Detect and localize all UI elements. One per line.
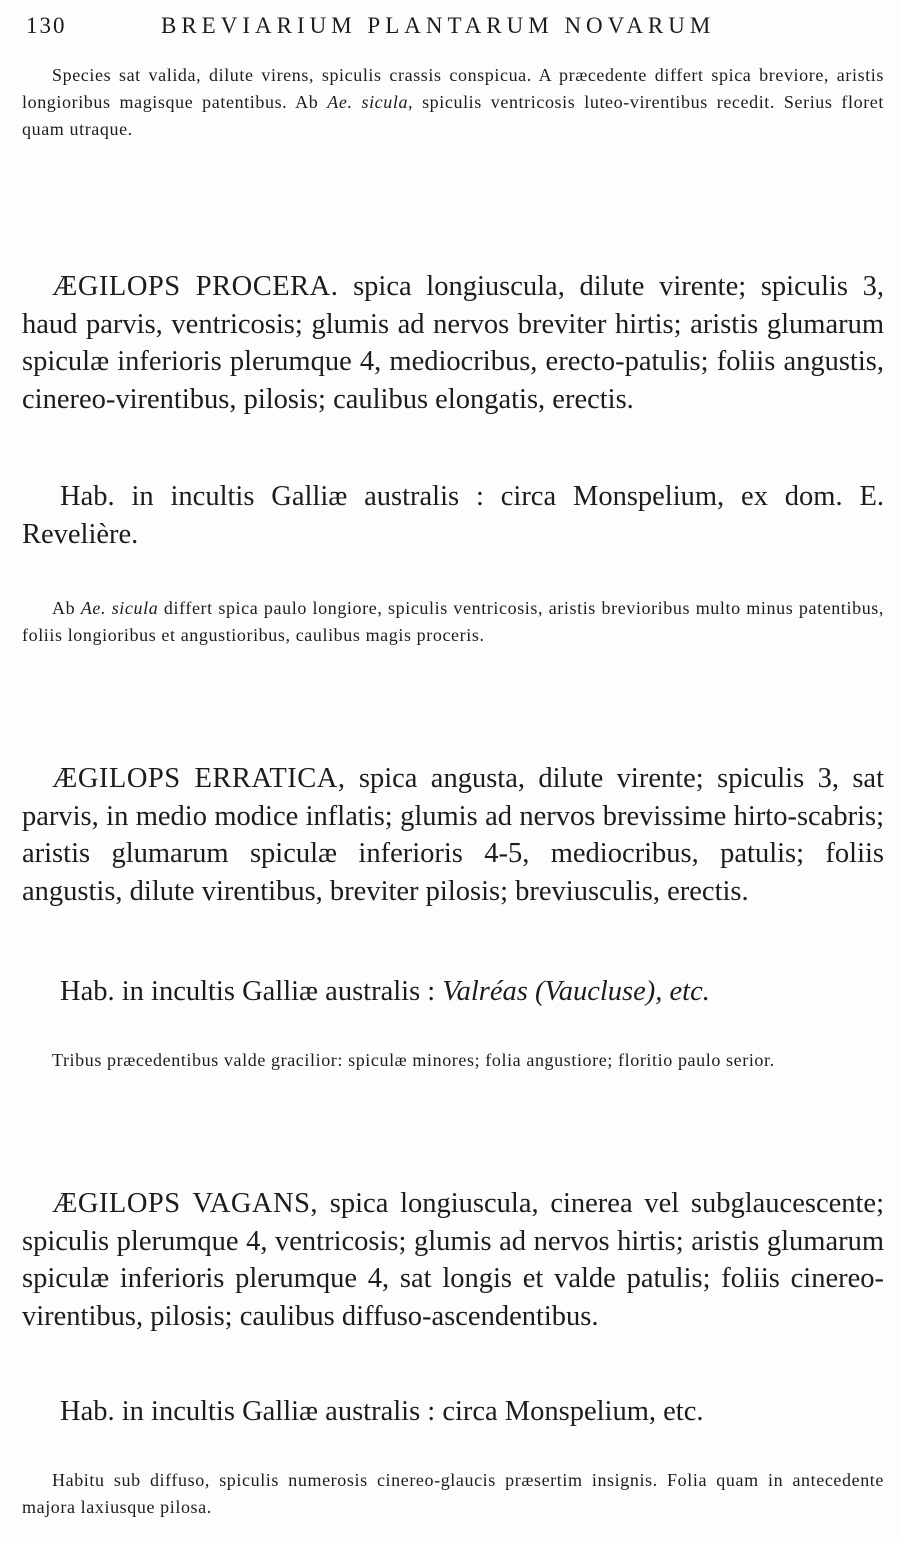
- intro-note: [22, 62, 884, 143]
- species-vagans-habitat: Hab. in incultis Galliæ australis : circa Monspelium, etc.: [60, 1396, 704, 1427]
- species-vagans-description: [22, 1185, 884, 1335]
- page-number: 130: [26, 13, 67, 38]
- intro-note-text-2: spiculis ventricosis luteo-virentibus recedit. Serius floret quam utraque.: [22, 92, 884, 139]
- species-erratica-habitat-text: Hab. in incultis Galliæ australis :: [60, 976, 443, 1007]
- running-header: [26, 12, 876, 40]
- species-erratica-habitat-italic: Valréas (Vaucluse), etc.: [442, 976, 710, 1007]
- species-procera-note-italic: Ae. sicula: [80, 598, 159, 618]
- species-procera-note-text-1: Ab: [52, 598, 81, 618]
- species-procera-note: [22, 595, 884, 649]
- species-vagans-note: Habitu sub diffuso, spiculis numerosis cinereo-glaucis præsertim insignis. Folia quam in antecedente majora laxiusque pilosa.: [22, 1470, 884, 1517]
- species-erratica-text: spica angusta, dilute virente; spiculis 3, sat parvis, in medio modice inflatis; glumis ad nervos brevissime hirto-scabris; aristis glumarum spiculæ inferioris 4-5, mediocribus, patulis; foliis angustis, dilute virentibus, breviter pilosis; breviusculis, erectis.: [22, 763, 885, 907]
- species-procera-text: spica longiuscula, dilute virente; spiculis 3, haud parvis, ventricosis; glumis ad nervos breviter hirtis; aristis glumarum spiculæ inferioris plerumque 4, mediocribus, erecto-patulis; foliis angustis, cinereo-virentibus, pilosis; caulibus elongatis, erectis.: [22, 271, 884, 415]
- species-procera-name: ÆGILOPS PROCERA.: [52, 271, 339, 302]
- species-vagans-name: ÆGILOPS VAGANS,: [52, 1188, 319, 1219]
- running-title: BREVIARIUM PLANTARUM NOVARUM: [161, 13, 716, 38]
- species-erratica-note: Tribus præcedentibus valde gracilior: spiculæ minores; folia angustiore; floritio paulo serior.: [52, 1050, 775, 1070]
- species-vagans-text: spica longiuscula, cinerea vel subglaucescente; spiculis plerumque 4, ventricosis; glumis ad nervos hirtis; aristis glumarum spiculæ inferioris plerumque 4, sat longis et valde patulis; foliis cinereo-virentibus, pilosis; caulibus diffuso-ascendentibus.: [22, 1188, 884, 1332]
- species-procera-note-text-2: differt spica paulo longiore, spiculis ventricosis, aristis brevioribus multo minus patentibus, foliis longioribus et angustioribus, caulibus magis proceris.: [22, 598, 884, 645]
- species-procera-description: [22, 268, 884, 418]
- intro-note-text-1: Species sat valida, dilute virens, spiculis crassis conspicua. A præcedente differt spica breviore, aristis longioribus magisque patentibus. Ab: [22, 65, 884, 112]
- species-erratica-name: ÆGILOPS ERRATICA,: [52, 763, 346, 794]
- species-erratica-description: [22, 760, 884, 910]
- intro-note-italic: Ae. sicula,: [327, 92, 414, 112]
- species-erratica-habitat: [22, 973, 884, 1011]
- species-procera-habitat: Hab. in incultis Galliæ australis : circa Monspelium, ex dom. E. Revelière.: [22, 481, 884, 550]
